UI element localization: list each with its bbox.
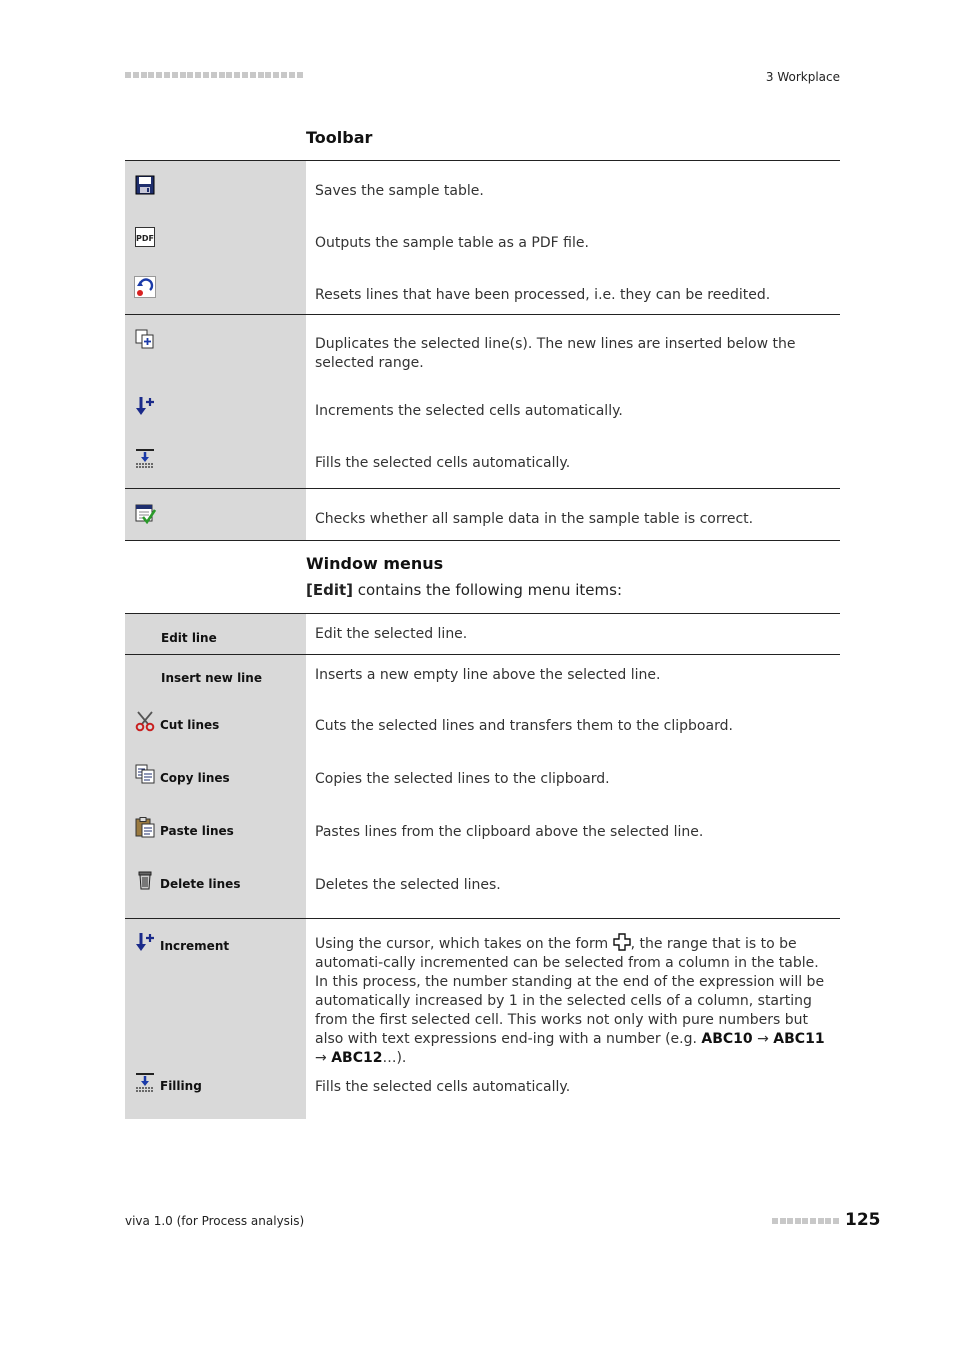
table-row <box>125 866 840 919</box>
chapter-heading: 3 Workplace <box>765 70 840 84</box>
table-row <box>125 707 840 760</box>
menu-item-description: Cuts the selected lines and transfers them to the clipboard. <box>315 717 733 734</box>
arrow-symbol: → <box>315 1050 332 1066</box>
table-row <box>125 315 840 385</box>
toolbar-description: Outputs the sample table as a PDF file. <box>315 234 589 251</box>
footer-decoration <box>772 1218 842 1226</box>
table-row <box>125 161 840 213</box>
table-row <box>125 813 840 866</box>
header-decoration <box>125 72 307 81</box>
table-row <box>125 614 840 655</box>
table-row <box>125 655 840 707</box>
menu-item-description: Inserts a new empty line above the selected line. <box>315 667 661 683</box>
menu-items-table <box>125 613 840 1119</box>
menu-item-label: Delete lines <box>160 876 241 891</box>
fill-icon <box>134 447 156 469</box>
window-menus-title: Window menus <box>306 554 444 573</box>
toolbar-description: Resets lines that have been processed, i.e. they can be reedited. <box>315 286 771 303</box>
pdf-icon <box>134 226 156 248</box>
duplicate-icon <box>134 328 156 350</box>
menus-intro <box>306 581 622 599</box>
trash-icon <box>134 869 156 891</box>
copy-icon <box>134 763 156 785</box>
table-row <box>125 213 840 263</box>
toolbar-description: Fills the selected cells automatically. <box>315 454 571 471</box>
toolbar-section-title: Toolbar <box>306 128 373 147</box>
menu-item-description: Pastes lines from the clipboard above the selected line. <box>315 823 704 840</box>
menu-item-description <box>306 919 840 1068</box>
menu-item-label: Cut lines <box>160 717 220 732</box>
crosshair-cursor-icon <box>613 933 631 951</box>
example-value: ABC12 <box>331 1050 383 1066</box>
toolbar-description: Duplicates the selected line(s). The new lines are inserted below the selected range. <box>315 336 796 371</box>
toolbar-description: Saves the sample table. <box>315 183 484 199</box>
menu-item-description: Deletes the selected lines. <box>315 876 501 893</box>
menu-item-label: Paste lines <box>160 823 234 838</box>
svg-text:PDF: PDF <box>136 233 154 243</box>
increment-icon <box>134 395 156 417</box>
arrow-symbol: → <box>752 1031 774 1047</box>
menu-item-description: Copies the selected lines to the clipboard. <box>315 770 610 787</box>
table-row <box>125 919 840 1069</box>
increment-text-part: …). <box>382 1050 407 1066</box>
menu-item-label: Copy lines <box>160 770 230 785</box>
increment-icon <box>134 931 156 953</box>
menu-item-label: Insert new line <box>161 671 262 685</box>
increment-text-part: Using the cursor, which takes on the form <box>315 936 613 952</box>
menu-item-label: Filling <box>160 1079 202 1093</box>
table-row <box>125 385 840 437</box>
check-table-icon <box>134 502 156 524</box>
paste-icon <box>134 816 156 838</box>
table-row <box>125 489 840 541</box>
table-row <box>125 263 840 315</box>
page-number: 125 <box>845 1210 881 1230</box>
menu-item-label: Increment <box>160 939 230 953</box>
fill-icon <box>134 1071 156 1093</box>
example-value: ABC11 <box>773 1031 825 1047</box>
menus-intro-text: contains the following menu items: <box>353 581 623 599</box>
reset-undo-icon <box>134 276 156 298</box>
document-title: viva 1.0 (for Process analysis) <box>125 1214 305 1228</box>
edit-menu-name: [Edit] <box>306 581 354 599</box>
menu-item-description: Edit the selected line. <box>315 626 468 642</box>
save-disk-icon <box>134 174 156 196</box>
table-row <box>125 437 840 489</box>
toolbar-table <box>125 160 840 541</box>
toolbar-description: Increments the selected cells automatically. <box>315 402 623 419</box>
table-row <box>125 1068 840 1119</box>
scissors-icon <box>134 710 156 732</box>
menu-item-label: Edit line <box>161 631 217 645</box>
increment-text-part: , the range that is to be automati-cally incremented can be selected from a column in the table. In this process, the number standing at the end of the expression will be automatically increased by 1 in the selected cells of a column, starting from the first selected cell. This works not only with pure numbers but also with text expressions end-ing with a number (e.g. <box>315 936 825 1047</box>
table-row <box>125 760 840 813</box>
toolbar-description: Checks whether all sample data in the sample table is correct. <box>315 511 754 527</box>
menu-item-description: Fills the selected cells automatically. <box>315 1079 571 1095</box>
example-value: ABC10 <box>701 1031 753 1047</box>
